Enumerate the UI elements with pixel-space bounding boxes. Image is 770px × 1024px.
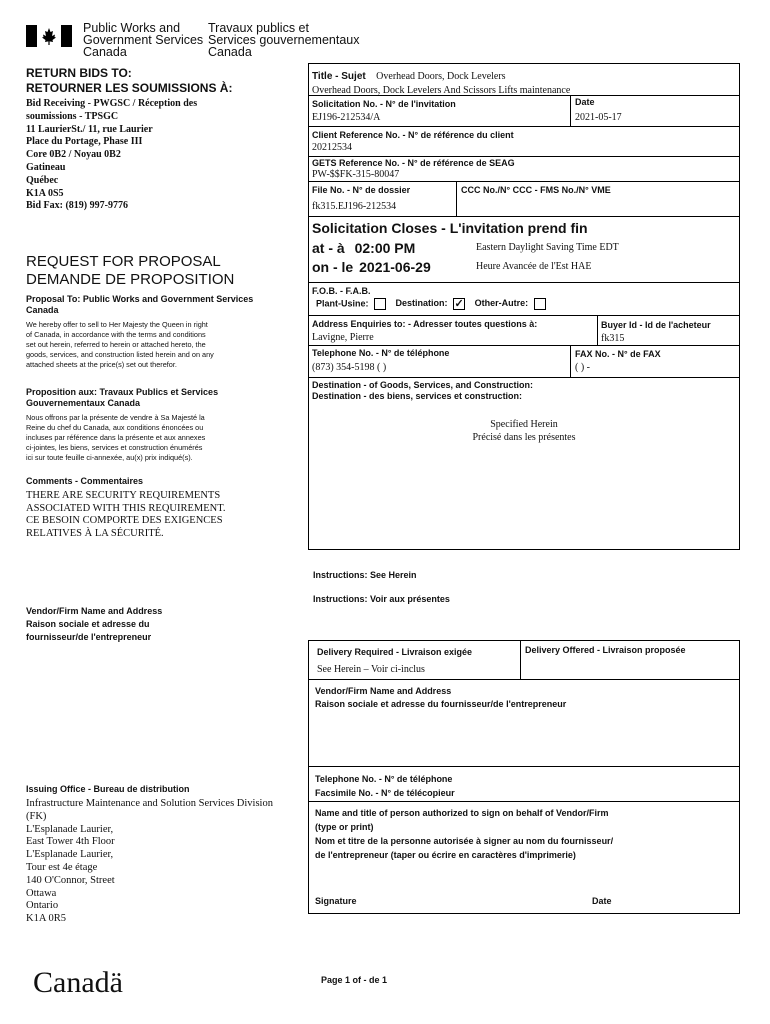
vendor-name-address-field[interactable]	[312, 712, 736, 766]
dept-en-line: Government Services	[83, 33, 204, 47]
comment-line: RELATIVES À LA SÉCURITÉ.	[26, 527, 164, 539]
closes-date	[312, 258, 431, 276]
text-line: Reine du chef du Canada, aux conditions énoncées ou	[26, 423, 204, 432]
address-line: Québec	[26, 174, 59, 186]
address-line: Tour est 4e étage	[26, 861, 98, 873]
delivery-offered-label: Delivery Offered - Livraison proposée	[525, 645, 686, 655]
vendor-label-en: Vendor/Firm Name and Address	[26, 606, 163, 616]
destination-checkbox[interactable]: ✓	[454, 298, 464, 310]
address-line: soumissions - TPSGC	[26, 110, 119, 122]
other-label: Other-Autre:	[474, 298, 529, 309]
gets-label: GETS Reference No. - N° de référence de SEAG	[312, 158, 515, 168]
dept-en-line: Canada	[83, 45, 127, 59]
address-line: Gatineau	[26, 161, 66, 173]
return-bids-heading	[26, 66, 232, 96]
vendor-label-en: Vendor/Firm Name and Address	[315, 686, 452, 696]
signature-date-label: Date	[592, 896, 612, 906]
text-line: goods, services, and construction listed herein and on any	[26, 350, 214, 359]
address-line: (FK)	[26, 810, 47, 822]
plant-checkbox[interactable]	[374, 298, 386, 310]
client-ref-value: 20212534	[312, 142, 352, 153]
name-title-line: de l'entrepreneur (taper ou écrire en caractères d'imprimerie)	[315, 850, 576, 860]
destination-goods-label	[312, 380, 533, 402]
issuing-office-label: Issuing Office - Bureau de distribution	[26, 784, 190, 794]
other-checkbox[interactable]	[534, 298, 546, 310]
text-line: ci-jointes, les biens, services et construction énumérés	[26, 443, 203, 452]
on-label: on - le	[312, 259, 354, 275]
signature-label: Signature	[315, 896, 357, 906]
at-label: at - à	[312, 240, 345, 256]
address-line: Core 0B2 / Noyau 0B2	[26, 149, 121, 161]
dept-en-line: Public Works and	[83, 21, 181, 35]
comment-line: ASSOCIATED WITH THIS REQUIREMENT.	[26, 502, 226, 514]
address-enquiries-label: Address Enquiries to: - Adresser toutes questions à:	[312, 319, 538, 329]
specified-fr: Précisé dans les présentes	[472, 432, 576, 443]
time-value: 02:00 PM	[354, 240, 416, 256]
destination-label: Destination:	[395, 298, 448, 309]
text-line: set out herein, referred to herein or attached hereto, the	[26, 340, 206, 349]
text-line: ici sur toute feuille ci-annexée, au(x) prix indiqué(s).	[26, 453, 193, 462]
fob-options	[316, 298, 549, 310]
department-name-fr	[208, 22, 359, 58]
plant-label: Plant-Usine:	[316, 298, 369, 309]
proposal-to-text	[26, 320, 276, 370]
fax-label: FAX No. - N° de FAX	[575, 349, 661, 359]
timezone-en: Eastern Daylight Saving Time EDT	[476, 242, 619, 253]
text-line: incluses par référence dans la présente et aux annexes	[26, 433, 206, 442]
comments-label: Comments - Commentaires	[26, 476, 144, 486]
gets-value: PW-$$FK-315-80047	[312, 169, 400, 180]
comment-line: CE BESOIN COMPORTE DES EXIGENCES	[26, 515, 223, 526]
ccc-label: CCC No./N° CCC - FMS No./N° VME	[461, 185, 611, 195]
text-line: We hereby offer to sell to Her Majesty the Queen in right	[26, 320, 208, 329]
address-line: K1A 0S5	[26, 187, 64, 199]
address-line: Infrastructure Maintenance and Solution Services Division	[26, 798, 273, 809]
buyer-id-label: Buyer Id - Id de l'acheteur	[601, 320, 711, 330]
closes-time	[312, 239, 415, 257]
address-line: Place du Portage, Phase III	[26, 136, 143, 148]
address-line: L'Esplanade Laurier,	[26, 823, 114, 835]
address-enquiries-value: Lavigne, Pierre	[312, 332, 374, 343]
name-title-line: Name and title of person authorized to sign on behalf of Vendor/Firm	[315, 808, 609, 818]
vendor-name-address-label	[315, 685, 566, 711]
text-line: of Canada, in accordance with the terms and conditions	[26, 330, 206, 339]
comment-line: THERE ARE SECURITY REQUIREMENTS	[26, 490, 221, 501]
page-number: Page 1 of - de 1	[321, 975, 388, 985]
delivery-required-label: Delivery Required - Livraison exigée	[317, 647, 473, 657]
canada-flag-logo	[26, 25, 72, 47]
solicitation-label: Solicitation No. - N° de l'invitation	[312, 99, 456, 109]
telephone-value: (873) 354-5198 ( )	[312, 362, 387, 373]
title-label: Title - Sujet	[312, 71, 366, 82]
closes-title: Solicitation Closes - L'invitation prend fin	[312, 220, 588, 236]
dept-fr-line: Services gouvernementaux	[208, 33, 360, 47]
text-line: Nous offrons par la présente de vendre à Sa Majesté la	[26, 413, 205, 422]
comments-text	[26, 490, 226, 540]
fob-label: F.O.B. - F.A.B.	[312, 286, 371, 296]
instructions-en: Instructions: See Herein	[313, 570, 417, 580]
vendor-label-fr: Raison sociale et adresse du	[26, 619, 150, 629]
instructions-fr: Instructions: Voir aux présentes	[313, 594, 450, 604]
solicitation-value: EJ196-212534/A	[312, 112, 381, 123]
rfp-title-fr: DEMANDE DE PROPOSITION	[26, 271, 235, 288]
vendor-left-label	[26, 605, 162, 644]
title-field	[312, 66, 737, 97]
file-value: fk315.EJ196-212534	[312, 201, 397, 212]
buyer-id-value: fk315	[601, 333, 625, 344]
closes-date-value: 2021-06-29	[359, 259, 431, 275]
destination-goods-fr: Destination - des biens, services et construction:	[312, 391, 523, 401]
date-label: Date	[575, 97, 595, 107]
vendor-label-fr: fournisseur/de l'entrepreneur	[26, 632, 152, 642]
address-line: L'Esplanade Laurier,	[26, 849, 114, 861]
timezone-fr: Heure Avancée de l'Est HAE	[476, 261, 592, 272]
rfp-title-en: REQUEST FOR PROPOSAL	[26, 253, 221, 270]
authorized-name-title-label	[315, 806, 613, 862]
vendor-contact-labels	[315, 772, 455, 800]
return-bids-address	[26, 98, 197, 213]
name-title-line: Nom et titre de la personne autorisée à signer au nom du fournisseur/	[315, 836, 614, 846]
text-line: attached sheets at the price(s) set out therefor.	[26, 360, 177, 369]
rfp-title	[26, 253, 234, 289]
address-line: 140 O'Connor, Street	[26, 874, 115, 886]
destination-goods-en: Destination - of Goods, Services, and Construction:	[312, 380, 534, 390]
address-line: K1A 0R5	[26, 913, 66, 925]
specified-herein	[308, 418, 740, 444]
address-line: 11 LaurierSt./ 11, rue Laurier	[26, 123, 153, 135]
vendor-facsimile-label: Facsimile No. - N° de télécopieur	[315, 788, 455, 798]
dept-fr-line: Canada	[208, 45, 252, 59]
department-name-en	[83, 22, 203, 58]
address-line: Ottawa	[26, 887, 57, 899]
delivery-required-value: See Herein – Voir ci-inclus	[317, 664, 425, 675]
proposal-to-label: Proposal To: Public Works and Government Services Canada	[26, 294, 254, 315]
vendor-label-fr: Raison sociale et adresse du fournisseur/de l'entrepreneur	[315, 699, 567, 709]
issuing-office-address	[26, 798, 273, 926]
address-line: East Tower 4th Floor	[26, 836, 115, 848]
name-title-line: (type or print)	[315, 822, 374, 832]
title-value: Overhead Doors, Dock Levelers	[376, 71, 506, 82]
date-value: 2021-05-17	[575, 112, 622, 123]
bid-fax: Bid Fax: (819) 997-9776	[26, 200, 128, 212]
fax-value: ( ) -	[575, 362, 590, 373]
return-bids-title-fr: RETOURNER LES SOUMISSIONS À:	[26, 81, 233, 95]
client-ref-label: Client Reference No. - N° de référence du client	[312, 130, 514, 140]
specified-en: Specified Herein	[490, 419, 558, 430]
title-value-full: Overhead Doors, Dock Levelers And Scissors Lifts maintenance	[312, 85, 571, 96]
return-bids-title-en: RETURN BIDS TO:	[26, 66, 132, 80]
vendor-telephone-label: Telephone No. - N° de téléphone	[315, 774, 453, 784]
canada-wordmark: Canadä	[33, 966, 123, 999]
address-line: Bid Receiving - PWGSC / Réception des	[26, 98, 198, 109]
proposition-label: Proposition aux: Travaux Publics et Services Gouvernementaux Canada	[26, 387, 219, 408]
address-line: Ontario	[26, 900, 59, 912]
file-label: File No. - N° de dossier	[312, 185, 411, 195]
dept-fr-line: Travaux publics et	[208, 21, 309, 35]
proposition-text	[26, 413, 276, 463]
telephone-label: Telephone No. - N° de téléphone	[312, 348, 450, 358]
